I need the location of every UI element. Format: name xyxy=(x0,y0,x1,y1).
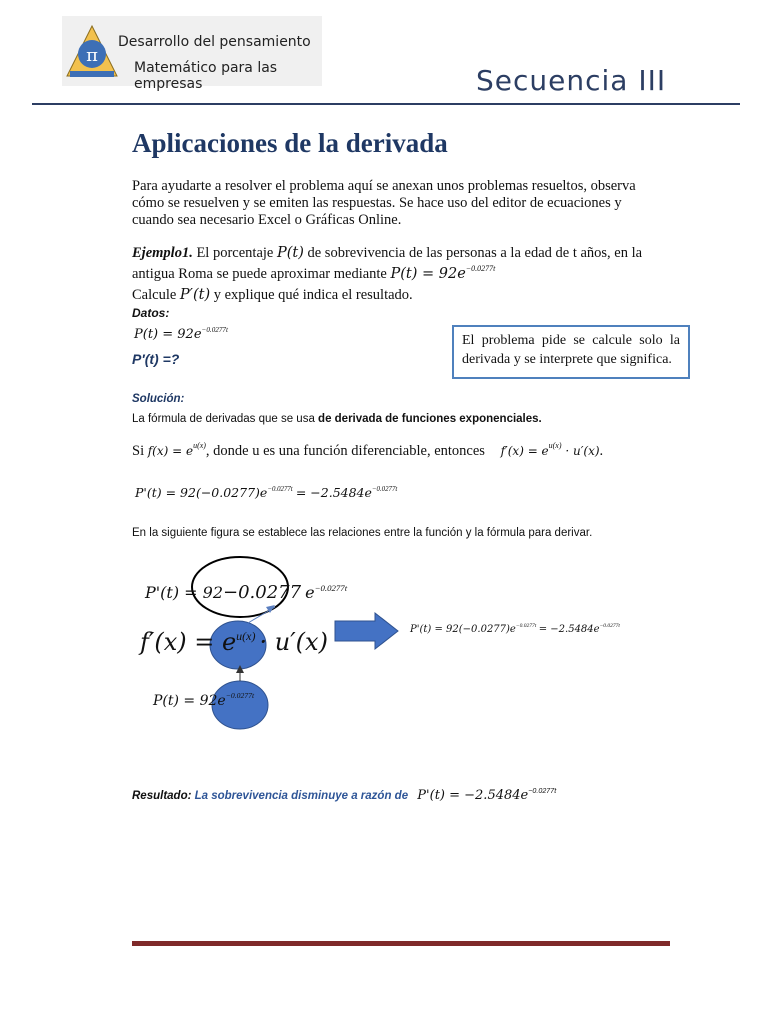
example-formula-base: P(t) = 92e xyxy=(390,266,466,282)
fp-exp: u(x) xyxy=(548,441,562,451)
fp-base: f′(x) = e xyxy=(500,444,549,458)
fig-top-a: P'(t) = 92 xyxy=(145,583,224,602)
si-mid: , donde u es una función diferenciable, entonces xyxy=(205,443,489,459)
fig-mid-exp: u(x) xyxy=(236,628,256,643)
intro-paragraph: Para ayudarte a resolver el problema aquí se anexan unos problemas resueltos, observa cómo se resuelven y se emiten las respuestas. Se hace uso del editor de ecuaciones y cuando sea necesario Excel o Gráficas Online. xyxy=(132,178,636,228)
sequence-title: Secuencia III xyxy=(476,64,667,97)
fig-right-part2: = −2.5484e xyxy=(538,624,600,635)
f-exp: u(x) xyxy=(193,441,206,451)
fig-top-exp: −0.0277t xyxy=(314,582,348,593)
figure-right-formula xyxy=(410,624,620,635)
fig-mid-tail: · u′(x) xyxy=(259,628,328,656)
right-arrow-icon xyxy=(335,613,398,649)
resultado-exp: −0.0277t xyxy=(528,786,557,795)
resultado-text: La sobrevivencia disminuye a razón de xyxy=(194,790,409,802)
datos-label: Datos: xyxy=(132,306,170,320)
example-formula-exp: −0.0277t xyxy=(465,264,496,274)
solucion-line xyxy=(132,413,542,425)
example-line-2 xyxy=(132,266,692,284)
header-line-2: Matemático para las empresas xyxy=(134,60,278,92)
datos-question: P′(t) =? xyxy=(132,351,180,367)
footer-bar xyxy=(132,941,670,946)
example-text-b: de sobrevivencia de las personas a la edad de t años, en la xyxy=(303,245,643,261)
example-line-3 xyxy=(132,287,692,304)
result-part1: P'(t) = 92(−0.0277)e xyxy=(135,485,268,500)
result-exp1: −0.0277t xyxy=(267,486,293,494)
fig-bottom-exp: −0.0277t xyxy=(225,691,255,701)
header-line-1: Desarrollo del pensamiento xyxy=(118,34,311,50)
solucion-text-a: La fórmula de derivadas que se usa xyxy=(132,413,319,425)
resultado-base: P'(t) = −2.5484e xyxy=(417,788,529,803)
result-exp2: −0.0277t xyxy=(371,486,398,494)
datos-formula-exp: −0.0277t xyxy=(201,325,228,334)
fig-top-e: e xyxy=(305,583,315,602)
fig-mid-base: f′(x) = xyxy=(140,628,222,656)
si-line xyxy=(132,443,603,460)
figure-caption: En la siguiente figura se establece las relaciones entre la función y la fórmula para derivar. xyxy=(132,527,593,539)
resultado-label: Resultado: xyxy=(132,790,192,802)
page-title: Aplicaciones de la derivada xyxy=(132,128,448,158)
fig-right-exp2: −0.0277t xyxy=(599,623,620,630)
solucion-text-b: de derivada de funciones exponenciales. xyxy=(318,413,542,425)
header-divider xyxy=(32,103,740,105)
svg-text:π: π xyxy=(86,45,98,66)
result-part2: = −2.5484e xyxy=(295,485,372,500)
fig-mid-e: e xyxy=(221,628,237,656)
example-text-a: El porcentaje xyxy=(192,245,277,261)
pi-logo-icon xyxy=(62,16,132,86)
fig-bottom-base: P(t) = 92 xyxy=(153,693,218,709)
si-end: . xyxy=(599,443,604,459)
figure-top-formula xyxy=(145,582,347,603)
result-formula xyxy=(135,485,397,501)
header-banner xyxy=(62,16,322,92)
note-box: El problema pide se calcule solo la derivada y se interprete que significa. xyxy=(452,325,690,379)
fig-right-exp1: −0.0277t xyxy=(515,623,537,630)
solucion-label: Solución: xyxy=(132,393,185,405)
fig-right-part1: P'(t) = 92(−0.0277)e xyxy=(410,624,516,635)
f-base: f(x) = e xyxy=(147,444,194,458)
example-text-c: antigua Roma se puede aproximar mediante xyxy=(132,266,391,282)
example-label: Ejemplo1. xyxy=(132,245,193,261)
calc-text-a: Calcule xyxy=(132,287,180,303)
figure-mid-formula xyxy=(140,628,328,657)
example-line-1 xyxy=(132,245,692,262)
datos-formula xyxy=(134,326,228,342)
figure-bottom-formula xyxy=(153,693,254,710)
fig-bottom-e: e xyxy=(217,693,226,709)
calc-fn: P′(t) xyxy=(179,287,211,303)
calc-text-b: y explique qué indica el resultado. xyxy=(210,287,413,303)
datos-formula-base: P(t) = 92e xyxy=(134,327,202,342)
resultado-line xyxy=(132,787,556,803)
fp-tail: · u′(x) xyxy=(561,444,600,458)
example-pt: P(t) xyxy=(276,245,304,261)
fig-top-circle: −0.0277 xyxy=(223,582,302,603)
si-text: Si xyxy=(132,443,148,459)
